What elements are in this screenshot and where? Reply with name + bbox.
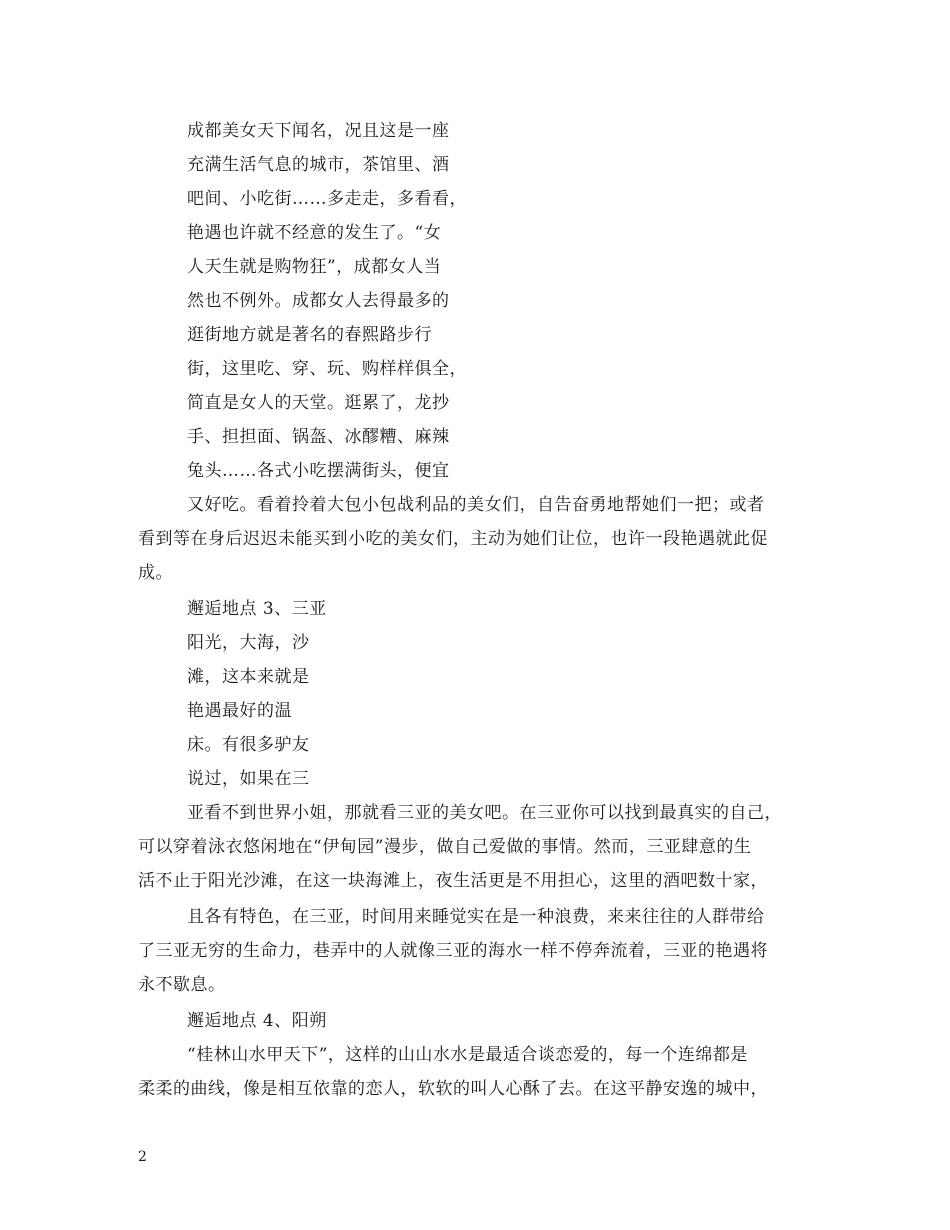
text-line: 兔头……各式小吃摆满街头，便宜 (187, 461, 450, 481)
text-line: 吧间、小吃街……多走走，多看看， (187, 189, 467, 209)
text-line: 街，这里吃、穿、玩、购样样俱全， (187, 359, 467, 379)
section-heading: 邂逅地点 3、三亚 (187, 599, 327, 619)
text-line: 可以穿着泳衣悠闲地在“伊甸园”漫步，做自己爱做的事情。然而，三亚肆意的生 (138, 837, 752, 857)
text-line: 永不歇息。 (138, 975, 226, 995)
text-line: 床。有很多驴友 (187, 735, 310, 755)
text-line: 人天生就是购物狂”，成都女人当 (187, 257, 442, 277)
text-line: 充满生活气息的城市，茶馆里、酒 (187, 155, 450, 175)
text-line: 柔柔的曲线，像是相互依靠的恋人，软软的叫人心酥了去。在这平静安逸的城中， (138, 1079, 768, 1099)
text-line: 阳光，大海，沙 (187, 633, 310, 653)
text-line: 艳遇也许就不经意的发生了。“女 (187, 223, 442, 243)
section-heading: 邂逅地点 4、阳朔 (187, 1011, 327, 1031)
text-line: 手、担担面、锅盔、冰醪糟、麻辣 (187, 427, 450, 447)
text-line: 成都美女天下闻名，况且这是一座 (187, 121, 450, 141)
text-line: 滩，这本来就是 (187, 667, 310, 687)
text-line: 亚看不到世界小姐，那就看三亚的美女吧。在三亚你可以找到最真实的自己， (187, 803, 782, 823)
text-line: 简直是女人的天堂。逛累了，龙抄 (187, 393, 450, 413)
text-line: 艳遇最好的温 (187, 701, 292, 721)
page-number: 2 (138, 1149, 147, 1165)
text-line: 逛街地方就是著名的春熙路步行 (187, 325, 432, 345)
text-line: “桂林山水甲天下”，这样的山山水水是最适合谈恋爱的，每一个连绵都是 (187, 1045, 748, 1065)
text-line: 然也不例外。成都女人去得最多的 (187, 291, 450, 311)
text-line: 成。 (138, 563, 173, 583)
text-line: 又好吃。看着拎着大包小包战利品的美女们，自告奋勇地帮她们一把；或者 (187, 495, 765, 515)
text-line: 且各有特色，在三亚，时间用来睡觉实在是一种浪费，来来往往的人群带给 (187, 907, 765, 927)
text-line: 活不止于阳光沙滩，在这一块海滩上，夜生活更是不用担心，这里的酒吧数十家， (138, 871, 768, 891)
text-line: 说过，如果在三 (187, 769, 310, 789)
text-line: 看到等在身后迟迟未能买到小吃的美女们，主动为她们让位，也许一段艳遇就此促 (138, 529, 768, 549)
text-line: 了三亚无穷的生命力，巷弄中的人就像三亚的海水一样不停奔流着，三亚的艳遇将 (138, 941, 768, 961)
